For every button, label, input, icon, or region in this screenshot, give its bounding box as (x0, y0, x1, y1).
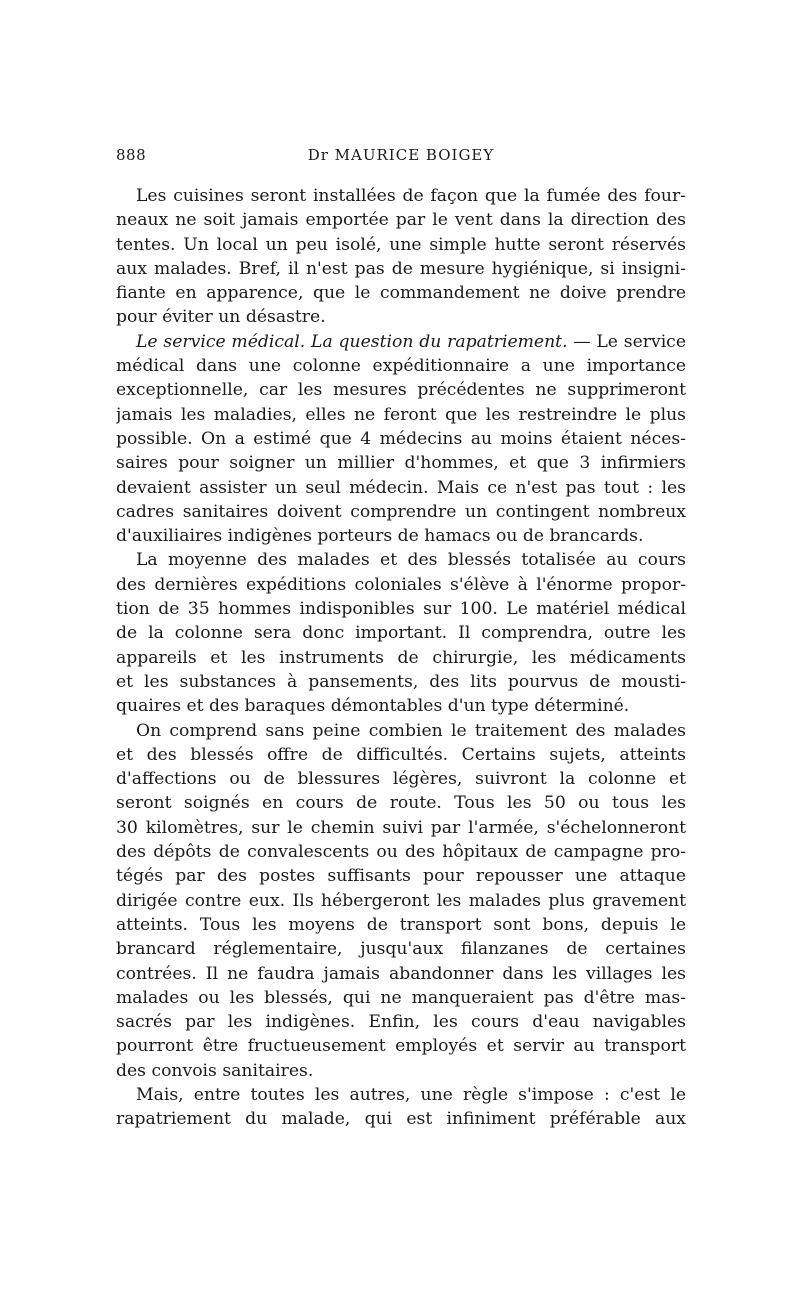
section-heading: Le service médical. La question du rapatriement. (136, 331, 568, 352)
text-line: atteints. Tous les moyens de transport sont bons, depuis le (116, 914, 686, 935)
paragraph-repatriation (116, 1083, 686, 1132)
paragraph-treatment (116, 719, 686, 1083)
text-line: 30 kilomètres, sur le chemin suivi par l'armée, s'échelonneront (116, 817, 686, 838)
text-line: sacrés par les indigènes. Enfin, les cours d'eau navigables (116, 1012, 686, 1033)
text-line: neaux ne soit jamais emportée par le vent dans la direction des (116, 210, 686, 231)
text-line: appareils et les instruments de chirurgie, les médicaments (116, 647, 686, 668)
text-line: contrées. Il ne faudra jamais abandonner dans les villages les (116, 963, 686, 984)
text-line: Les cuisines seront installées de façon que la fumée des four- (136, 186, 686, 206)
text-line: exceptionnelle, car les mesures précédentes ne supprimeront (116, 380, 686, 401)
text-line: dirigée contre eux. Ils hébergeront les malades plus gravement (116, 890, 686, 911)
text-line: saires pour soigner un millier d'hommes, et que 3 infirmiers (116, 453, 686, 474)
text-line: On comprend sans peine combien le traitement des malades (136, 720, 686, 741)
text-line: de la colonne sera donc important. Il comprendra, outre les (116, 623, 686, 644)
text-line: seront soignés en cours de route. Tous les 50 ou tous les (116, 793, 686, 814)
text-line: tégés par des postes suffisants pour repousser une attaque (116, 866, 686, 887)
text-line: malades ou les blessés, qui ne manqueraient pas d'être mas- (116, 987, 686, 1008)
text-line: tentes. Un local un peu isolé, une simple hutte seront réservés (116, 234, 686, 255)
running-head (116, 146, 686, 170)
paragraph-casualties (116, 548, 686, 718)
text-line: brancard réglementaire, jusqu'aux filanzanes de certaines (116, 939, 686, 960)
text-line: médical dans une colonne expéditionnaire a une importance (116, 356, 686, 377)
paragraph-kitchens (116, 184, 686, 330)
text-line: Mais, entre toutes les autres, une règle s'impose : c'est le (136, 1084, 686, 1105)
text-line: possible. On a estimé que 4 médecins au moins étaient néces- (116, 428, 686, 449)
running-head-author: Dr MAURICE BOIGEY (307, 146, 495, 164)
text-line: pour éviter un désastre. (116, 307, 326, 328)
text-line: des dépôts de convalescents ou des hôpitaux de campagne pro- (116, 842, 686, 863)
text-line: des convois sanitaires. (116, 1060, 314, 1081)
text-line: cadres sanitaires doivent comprendre un contingent nombreux (116, 501, 686, 522)
text-line: aux malades. Bref, il n'est pas de mesure hygiénique, si insigni- (116, 258, 686, 279)
heading-continuation: — Le service (567, 331, 686, 352)
text-line: et des blessés offre de difficultés. Certains sujets, atteints (116, 744, 686, 765)
text-line: d'auxiliaires indigènes porteurs de hamacs ou de brancards. (116, 526, 644, 547)
body-text (116, 184, 686, 1132)
text-line: tion de 35 hommes indisponibles sur 100. Le matériel médical (116, 599, 686, 620)
text-line: pourront être fructueusement employés et servir au transport (116, 1036, 686, 1057)
text-line (116, 330, 686, 354)
text-line: La moyenne des malades et des blessés totalisée au cours (136, 550, 686, 571)
text-line: et les substances à pansements, des lits pourvus de mousti- (116, 671, 686, 692)
text-line: fiante en apparence, que le commandement ne doive prendre (116, 283, 686, 304)
text-line: rapatriement du malade, qui est infiniment préférable aux (116, 1109, 686, 1130)
text-line: des dernières expéditions coloniales s'élève à l'énorme propor- (116, 574, 686, 595)
text-line: jamais les maladies, elles ne feront que les restreindre le plus (116, 404, 686, 425)
text-line: d'affections ou de blessures légères, suivront la colonne et (116, 769, 686, 790)
text-line: devaient assister un seul médecin. Mais ce n'est pas tout : les (116, 477, 686, 498)
page-number: 888 (116, 146, 147, 164)
text-line: quaires et des baraques démontables d'un type déterminé. (116, 696, 630, 717)
paragraph-medical-service (116, 330, 686, 549)
